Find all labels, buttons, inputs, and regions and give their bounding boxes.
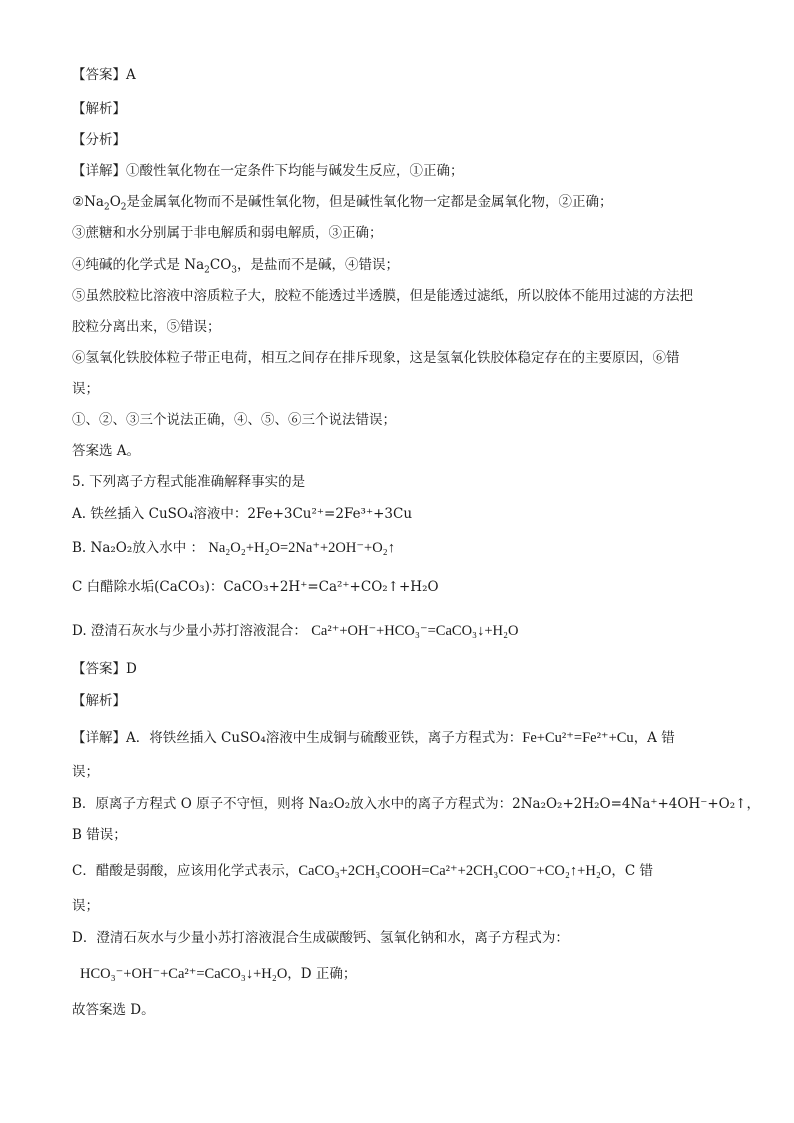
q4-answer: 【答案】A — [72, 67, 136, 83]
q5-detail-a-line-1: 【详解】A．将铁丝插入 CuSO₄溶液中生成铜与硫酸亚铁，离子方程式为：Fe+Cu²⁺=Fe²⁺+Cu，A 错 — [72, 730, 675, 746]
q4-analysis-sub-label: 【分析】 — [72, 132, 126, 148]
q5-option-d: D. 澄清石灰水与少量小苏打溶液混合： Ca²⁺+OH⁻+HCO₃⁻=CaCO₃↓+H₂O — [72, 623, 519, 639]
q5-detail-d-line-2: HCO₃⁻+OH⁻+Ca²⁺=CaCO₃↓+H₂O，D 正确； — [80, 966, 357, 982]
detail-a-equation: Fe+Cu²⁺=Fe²⁺+Cu — [522, 730, 634, 746]
detail-d-equation: HCO₃⁻+OH⁻+Ca²⁺=CaCO₃↓+H₂O — [80, 966, 288, 982]
q4-detail-line-4: ④纯碱的化学式是 $Na_2CO_3$，是盐而不是碱，④错误； — [72, 257, 400, 276]
detail-c-equation: CaCO₃+2CH₃COOH=Ca²⁺+2CH₃COO⁻+CO₂↑+H₂O — [298, 863, 612, 879]
detail-label: 【详解】 — [72, 163, 126, 179]
q5-detail-c-line-1: C．醋酸是弱酸，应该用化学式表示，CaCO₃+2CH₃COOH=Ca²⁺+2CH₃COO⁻+CO₂↑+H₂O，C 错 — [72, 863, 653, 879]
q5-option-a: A. 铁丝插入 CuSO₄溶液中：2Fe+3Cu²⁺=2Fe³⁺+3Cu — [72, 506, 413, 522]
q4-detail-line-7: ⑥氢氧化铁胶体粒子带正电荷，相互之间存在排斥现象，这是氢氧化铁胶体稳定存在的主要原因，⑥错 — [72, 350, 680, 366]
q5-detail-b-line-1: B．原离子方程式 O 原子不守恒，则将 Na₂O₂放入水中的离子方程式为：2Na₂O₂+2H₂O=4Na⁺+4OH⁻+O₂↑， — [72, 796, 760, 812]
q4-detail-line-3: ③蔗糖和水分别属于非电解质和弱电解质，③正确； — [72, 225, 383, 241]
q5-final-answer: 故答案选 D。 — [72, 1002, 155, 1018]
q4-detail-line-2: $②Na_2O_2$是金属氧化物而不是碱性氧化物，但是碱性氧化物一定都是金属氧化物，②正确； — [72, 194, 613, 213]
option-d-equation: Ca²⁺+OH⁻+HCO₃⁻=CaCO₃↓+H₂O — [311, 623, 519, 639]
q4-final-answer: 答案选 A。 — [72, 443, 141, 459]
q5-detail-c-line-2: 误； — [72, 898, 99, 914]
q4-detail-line-9: ①、②、③三个说法正确，④、⑤、⑥三个说法错误； — [72, 412, 396, 428]
q4-detail-line-6: 胶粒分离出来，⑤错误； — [72, 319, 221, 335]
q5-detail-b-line-2: B 错误； — [72, 827, 127, 843]
q5-detail-d-line-1: D．澄清石灰水与少量小苏打溶液混合生成碳酸钙、氢氧化钠和水，离子方程式为： — [72, 930, 569, 946]
q4-analysis-label: 【解析】 — [72, 101, 126, 117]
q5-option-b: B. Na₂O₂放入水中 ： Na₂O₂+H₂O=2Na⁺+2OH⁻+O₂↑ — [72, 540, 395, 556]
q5-detail-a-line-2: 误； — [72, 764, 99, 780]
q4-detail-line-8: 误； — [72, 381, 99, 397]
q5-stem: 5. 下列离子方程式能准确解释事实的是 — [72, 474, 306, 490]
option-b-equation: Na₂O₂+H₂O=2Na⁺+2OH⁻+O₂↑ — [208, 540, 395, 556]
q5-analysis-label: 【解析】 — [72, 693, 126, 709]
q4-detail-line-5: ⑤虽然胶粒比溶液中溶质粒子大，胶粒不能透过半透膜，但是能透过滤纸，所以胶体不能用过滤的方法把 — [72, 288, 693, 304]
q4-detail-line-1: 【详解】①酸性氧化物在一定条件下均能与碱发生反应，①正确； — [72, 163, 464, 179]
q5-answer: 【答案】D — [72, 661, 137, 677]
q5-option-c: C 白醋除水垢(CaCO₃)：CaCO₃+2H⁺=Ca²⁺+CO₂↑+H₂O — [72, 579, 439, 595]
